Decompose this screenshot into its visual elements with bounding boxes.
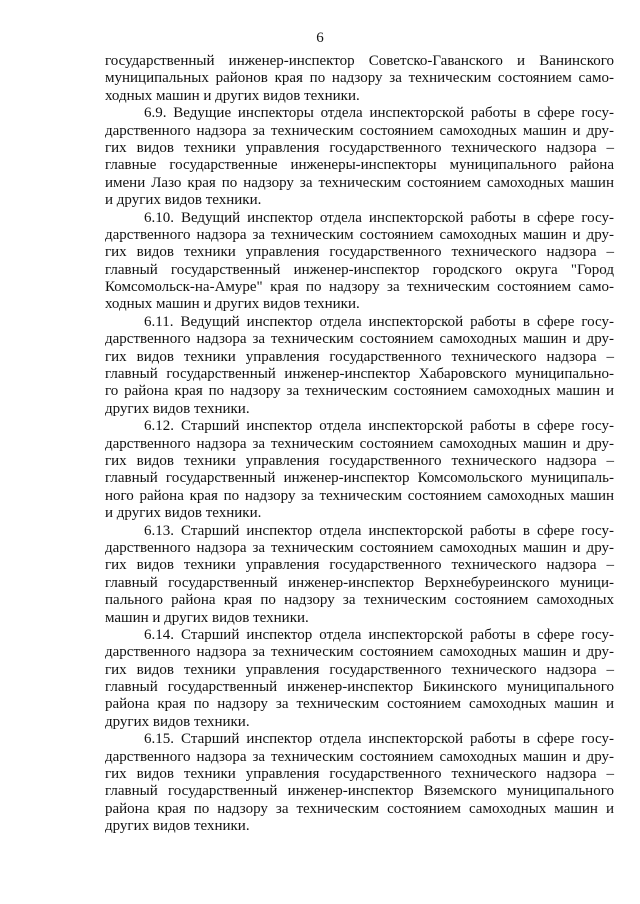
paragraph-first-line: 6.10. Ведущий инспектор отдела инспекторской работы в сфере госу- <box>144 209 614 226</box>
paragraph-first-line: 6.9. Ведущие инспекторы отдела инспекторской работы в сфере госу- <box>144 105 614 122</box>
text-line: муниципальных районов края по надзору за техническим состоянием само- <box>105 70 614 87</box>
text-line: Комсомольск-на-Амуре" края по надзору за техническим состоянием само- <box>105 279 614 296</box>
text-line: главный государственный инженер-инспектор Вяземского муниципального <box>105 783 614 800</box>
text-line: главные государственные инженеры-инспекторы муниципального района <box>105 157 614 174</box>
text-line: дарственного надзора за техническим состоянием самоходных машин и дру- <box>105 644 614 661</box>
text-line: гих видов техники управления государственного технического надзора – <box>105 244 614 261</box>
text-line: других видов техники. <box>105 400 250 417</box>
text-line: имени Лазо края по надзору за техническим состоянием самоходных машин <box>105 174 614 191</box>
text-line: и других видов техники. <box>105 505 262 522</box>
text-line: государственный инженер-инспектор Советско-Гаванского и Ванинского <box>105 53 614 69</box>
paragraph-first-line: 6.11. Ведущий инспектор отдела инспекторской работы в сфере госу- <box>144 313 614 330</box>
paragraph-first-line: 6.13. Старший инспектор отдела инспекторской работы в сфере госу- <box>144 522 614 539</box>
text-line: других видов техники. <box>105 713 250 730</box>
text-line: ного района края по надзору за техническим состоянием самоходных машин <box>105 487 614 504</box>
text-line: гих видов техники управления государственного технического надзора – <box>105 661 614 678</box>
text-line: района края по надзору за техническим состоянием самоходных машин и <box>105 800 614 817</box>
text-line: дарственного надзора за техническим состоянием самоходных машин и дру- <box>105 226 614 243</box>
text-line: главный государственный инженер-инспектор Верхнебуреинского муници- <box>105 574 614 591</box>
page-number: 6 <box>316 30 324 46</box>
text-line: машин и других видов техники. <box>105 609 309 626</box>
paragraph-first-line: 6.12. Старший инспектор отдела инспекторской работы в сфере госу- <box>144 418 614 435</box>
text-line: ходных машин и других видов техники. <box>105 87 360 104</box>
text-line: ходных машин и других видов техники. <box>105 296 360 313</box>
text-line: гих видов техники управления государственного технического надзора – <box>105 557 614 574</box>
text-line: гих видов техники управления государственного технического надзора – <box>105 766 614 783</box>
text-line: дарственного надзора за техническим состоянием самоходных машин и дру- <box>105 122 614 139</box>
text-line: го района края по надзору за техническим состоянием самоходных машин и <box>105 383 614 400</box>
text-line: главный государственный инженер-инспектор Комсомольского муниципаль- <box>105 470 614 487</box>
paragraph-first-line: 6.15. Старший инспектор отдела инспекторской работы в сфере госу- <box>144 731 614 748</box>
text-line: главный государственный инженер-инспектор Бикинского муниципального <box>105 679 614 696</box>
text-line: главный государственный инженер-инспектор Хабаровского муниципально- <box>105 366 614 383</box>
text-line: района края по надзору за техническим состоянием самоходных машин и <box>105 696 614 713</box>
document-body <box>105 53 614 836</box>
text-line: гих видов техники управления государственного технического надзора – <box>105 452 614 469</box>
text-line: главный государственный инженер-инспектор городского округа "Город <box>105 261 614 278</box>
text-line: дарственного надзора за техническим состоянием самоходных машин и дру- <box>105 331 614 348</box>
text-line: гих видов техники управления государственного технического надзора – <box>105 139 614 156</box>
text-line: дарственного надзора за техническим состоянием самоходных машин и дру- <box>105 435 614 452</box>
text-line: гих видов техники управления государственного технического надзора – <box>105 348 614 365</box>
text-line: других видов техники. <box>105 818 250 835</box>
text-line: пального района края по надзору за техническим состоянием самоходных <box>105 592 614 609</box>
text-line: дарственного надзора за техническим состоянием самоходных машин и дру- <box>105 539 614 556</box>
text-line: и других видов техники. <box>105 192 262 209</box>
text-line: дарственного надзора за техническим состоянием самоходных машин и дру- <box>105 748 614 765</box>
paragraph-first-line: 6.14. Старший инспектор отдела инспекторской работы в сфере госу- <box>144 626 614 643</box>
